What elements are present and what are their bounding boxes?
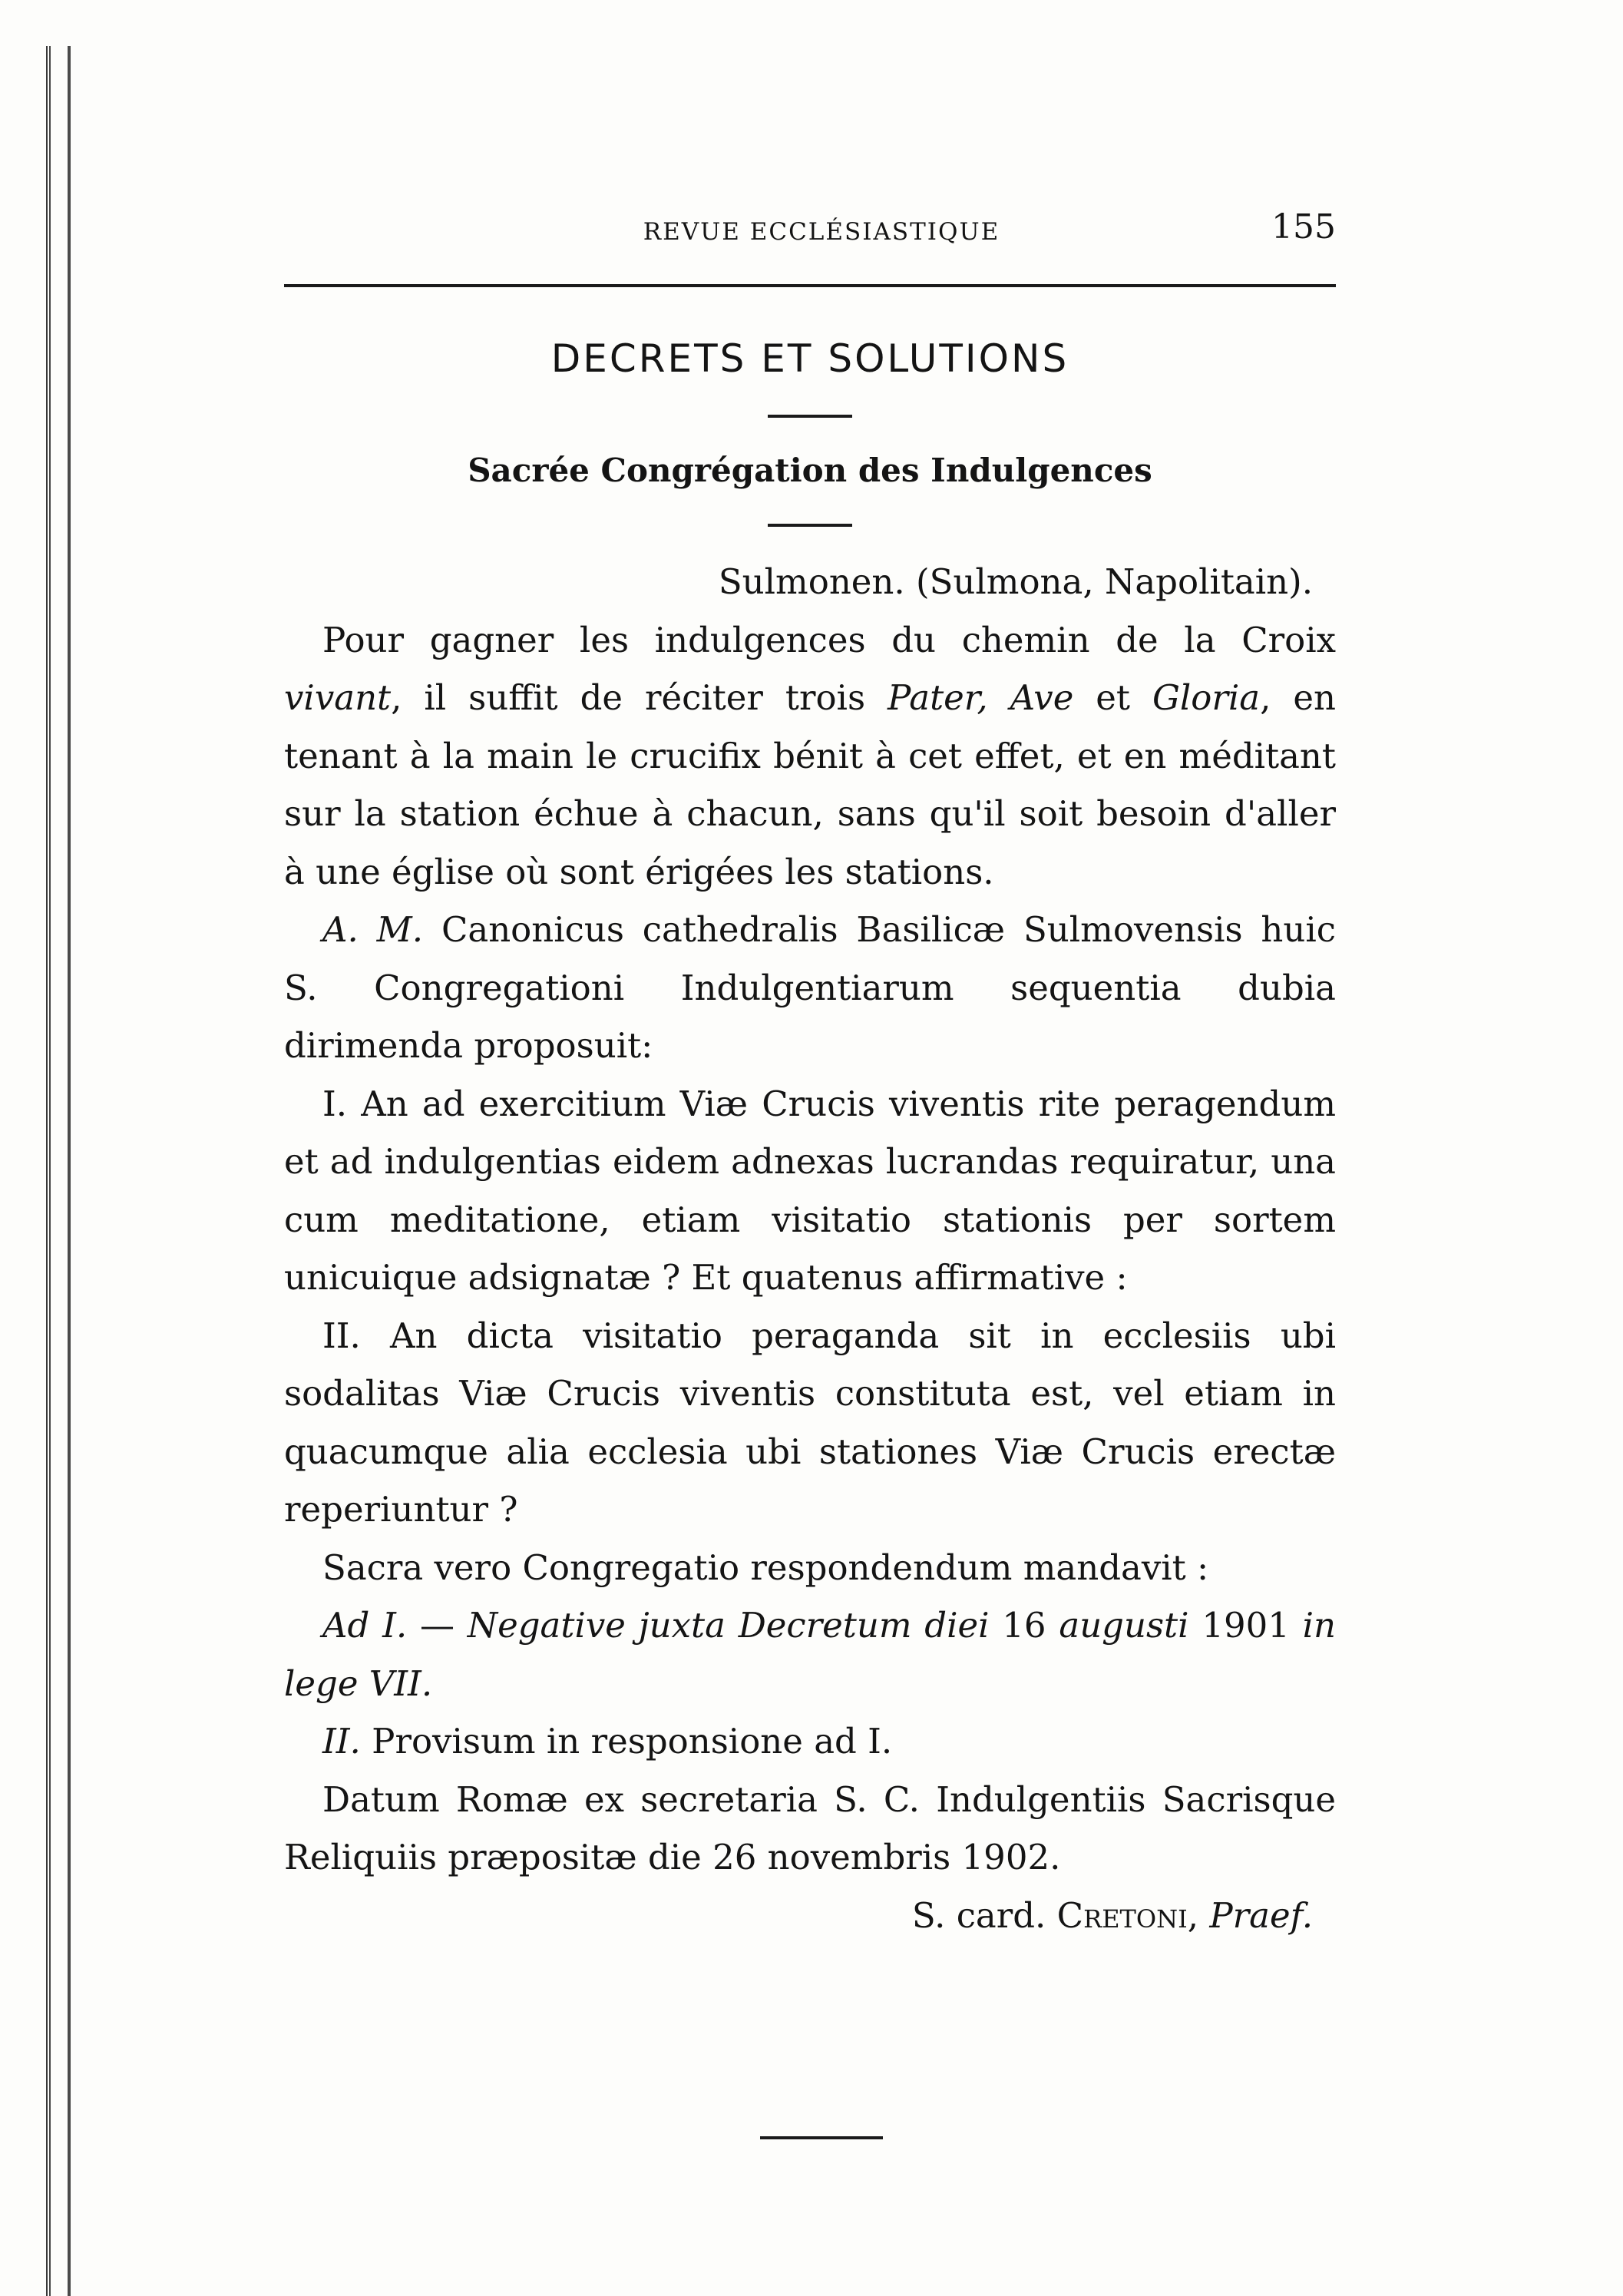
running-title: REVUE ECCLÉSIASTIQUE <box>643 218 1000 246</box>
binding-edge-line <box>68 46 71 2296</box>
page <box>284 207 1336 2165</box>
page-number: 155 <box>1271 207 1336 246</box>
answer-day: 16 <box>989 1605 1059 1646</box>
summary-text: , en tenant à la main le crucifix bénit à cet effet, et en méditant sur la station échue à chacun, sans qu'il soit besoin d'aller à une église où sont érigées les stations. <box>284 677 1336 892</box>
answer-italic: Negative juxta Decretum diei <box>467 1605 990 1646</box>
summary-italic: Pater, Ave <box>888 677 1074 718</box>
petition-text: Canonicus cathedralis Basilicæ Sulmovensis huic S. Congregationi Indulgentiarum sequentia dubia dirimenda proposuit: <box>284 909 1336 1066</box>
petition-paragraph <box>284 901 1336 1075</box>
binding-edge <box>46 46 51 2296</box>
question-1: I. An ad exercitium Viæ Crucis viventis rite peragendum et ad indulgentias eidem adnexas lucrandas requiratur, una cum meditatione, etiam visitatio stationis per sortem unicuique adsignatæ ? Et quatenus affirmative : <box>284 1083 1336 1298</box>
signature <box>284 1887 1336 1945</box>
summary-text: Pour gagner les indulgences du chemin de la Croix <box>322 619 1336 660</box>
answer-2 <box>284 1712 1336 1771</box>
subtitle: Sacrée Congrégation des Indulgences <box>468 452 1152 489</box>
petitioner-initials: A. M. <box>322 909 424 950</box>
summary-text: , il suffit de réciter trois <box>391 677 888 718</box>
end-rule <box>760 2136 883 2139</box>
answer-text: Provisum in responsione ad I. <box>360 1721 893 1762</box>
answer-dash: — <box>407 1605 468 1646</box>
subtitle-rule <box>768 524 852 527</box>
signature-sep: , <box>1187 1894 1210 1936</box>
answer-year: 1901 <box>1188 1605 1303 1646</box>
answer-italic: in lege VII. <box>284 1605 1336 1704</box>
section-title: DECRETS ET SOLUTIONS <box>550 336 1069 381</box>
answer-label: Ad I. <box>322 1605 408 1646</box>
dateline: Sulmonen. (Sulmona, Napolitain). <box>718 561 1313 602</box>
summary-italic: vivant <box>284 677 392 718</box>
running-head <box>284 207 1336 253</box>
signature-title: Praef. <box>1209 1894 1313 1936</box>
answer-1 <box>284 1596 1336 1712</box>
signature-pre: S. card. <box>911 1894 1057 1936</box>
title-rule <box>768 415 852 418</box>
datum: Datum Romæ ex secretaria S. C. Indulgentiis Sacrisque Reliquiis præpositæ die 26 novembris 1902. <box>284 1778 1336 1877</box>
response-intro: Sacra vero Congregatio respondendum mandavit : <box>322 1547 1209 1588</box>
answer-label: II. <box>322 1721 361 1762</box>
answer-month: augusti <box>1059 1605 1189 1646</box>
summary-paragraph <box>284 611 1336 902</box>
question-2: II. An dicta visitatio peraganda sit in ecclesiis ubi sodalitas Viæ Crucis viventis constituta est, vel etiam in quacumque alia ecclesia ubi stationes Viæ Crucis erectæ reperiuntur ? <box>284 1315 1336 1530</box>
signature-name: Cretoni <box>1056 1894 1188 1936</box>
summary-text: et <box>1073 677 1152 718</box>
document-body <box>284 553 1336 1944</box>
header-rule <box>284 284 1336 287</box>
summary-italic: Gloria <box>1152 677 1261 718</box>
